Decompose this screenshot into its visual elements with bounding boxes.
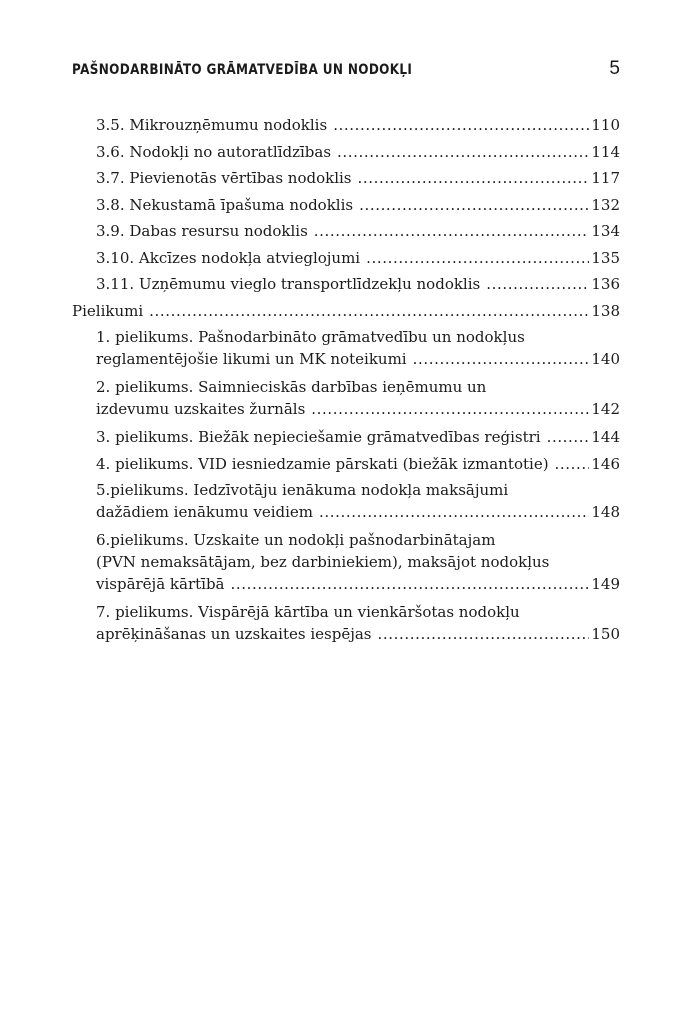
toc-entry-page: 146: [591, 454, 620, 473]
toc-entry-page: 148: [591, 503, 620, 521]
toc-entry-appendices[interactable]: [72, 300, 620, 322]
toc-entry[interactable]: [72, 376, 620, 420]
toc-entry-page: 114: [591, 142, 620, 161]
toc-entry-title-line: aprēķināšanas un uzskaites iespējas: [96, 625, 372, 643]
dot-leader: [337, 141, 589, 163]
toc-entry-title: 4. pielikums. VID iesniedzamie pārskati (biežāk izmantotie): [96, 454, 549, 473]
toc-entry[interactable]: [72, 601, 620, 645]
dot-leader: [486, 273, 589, 295]
toc-entry-title-line: 1. pielikums. Pašnodarbināto grāmatvedību un nodokļus: [96, 328, 525, 346]
toc-entry-title: 3.6. Nodokļi no autoratlīdzības: [96, 142, 332, 161]
toc-entry[interactable]: [72, 453, 620, 475]
toc-entry-title: 3.10. Akcīzes nodokļa atvieglojumi: [96, 248, 361, 267]
toc-entry-page: 134: [591, 222, 620, 240]
toc-entry-page: 144: [591, 428, 620, 446]
toc-entry[interactable]: [72, 220, 620, 242]
toc-entry[interactable]: [72, 479, 620, 523]
toc-entry-page: 110: [591, 116, 620, 134]
dot-leader: [359, 194, 589, 216]
toc-entry-title-line: (PVN nemaksātājam, bez darbiniekiem), maksājot nodokļus: [96, 553, 550, 571]
table-of-contents: [72, 114, 620, 651]
toc-entry[interactable]: [72, 529, 620, 595]
toc-entry-page: 149: [591, 575, 620, 593]
toc-entry-title: Pielikumi: [72, 301, 144, 320]
toc-entry-title-line: vispārējā kārtībā: [96, 575, 225, 593]
toc-entry-title: 3.11. Uzņēmumu vieglo transportlīdzekļu nodoklis: [96, 275, 481, 293]
toc-entry-page: 138: [591, 301, 620, 320]
toc-entry-page: 135: [591, 248, 620, 267]
toc-entry-page: 136: [591, 275, 620, 293]
toc-entry-page: 117: [591, 169, 620, 187]
toc-entry[interactable]: [72, 194, 620, 216]
dot-leader: [311, 398, 589, 420]
toc-entry-title-line: izdevumu uzskaites žurnāls: [96, 400, 306, 418]
toc-entry-page: 140: [591, 350, 620, 368]
dot-leader: [358, 167, 590, 189]
dot-leader: [231, 573, 590, 595]
dot-leader: [555, 453, 590, 475]
toc-entry-title: 3.5. Mikrouzņēmumu nodoklis: [96, 116, 328, 134]
toc-entry[interactable]: [72, 167, 620, 189]
dot-leader: [319, 501, 589, 523]
toc-entry-title-line: 5.pielikums. Iedzīvotāju ienākuma nodokļa maksājumi: [96, 481, 509, 499]
toc-entry-title-line: 7. pielikums. Vispārējā kārtība un vienkāršotas nodokļu: [96, 603, 520, 621]
toc-entry[interactable]: [72, 273, 620, 295]
running-title: PAŠNODARBINĀTO GRĀMATVEDĪBA UN NODOKĻI: [72, 62, 413, 78]
toc-entry-title-line: 2. pielikums. Saimnieciskās darbības ieņēmumu un: [96, 378, 487, 396]
toc-entry-page: 132: [591, 195, 620, 214]
running-head: [72, 58, 620, 82]
dot-leader: [314, 220, 590, 242]
toc-entry[interactable]: [72, 114, 620, 136]
toc-entry-title: 3.8. Nekustamā īpašuma nodoklis: [96, 195, 354, 214]
toc-entry-title-line: dažādiem ienākumu veidiem: [96, 503, 313, 521]
toc-entry-title: 3. pielikums. Biežāk nepieciešamie grāmatvedības reģistri: [96, 428, 541, 446]
dot-leader: [413, 348, 590, 370]
dot-leader: [333, 114, 589, 136]
toc-entry[interactable]: [72, 426, 620, 448]
toc-entry[interactable]: [72, 247, 620, 269]
dot-leader: [366, 247, 589, 269]
toc-entry-title: 3.7. Pievienotās vērtības nodoklis: [96, 169, 352, 187]
toc-entry-title: 3.9. Dabas resursu nodoklis: [96, 222, 308, 240]
toc-entry-page: 142: [591, 400, 620, 418]
toc-entry-title-line: reglamentējošie likumi un MK noteikumi: [96, 350, 407, 368]
toc-entry[interactable]: [72, 326, 620, 370]
dot-leader: [149, 300, 589, 322]
toc-entry-page: 150: [591, 625, 620, 643]
toc-entry-title-line: 6.pielikums. Uzskaite un nodokļi pašnodarbinātajam: [96, 531, 496, 549]
dot-leader: [547, 426, 590, 448]
page-number: 5: [609, 58, 620, 79]
toc-entry[interactable]: [72, 141, 620, 163]
dot-leader: [378, 623, 590, 645]
